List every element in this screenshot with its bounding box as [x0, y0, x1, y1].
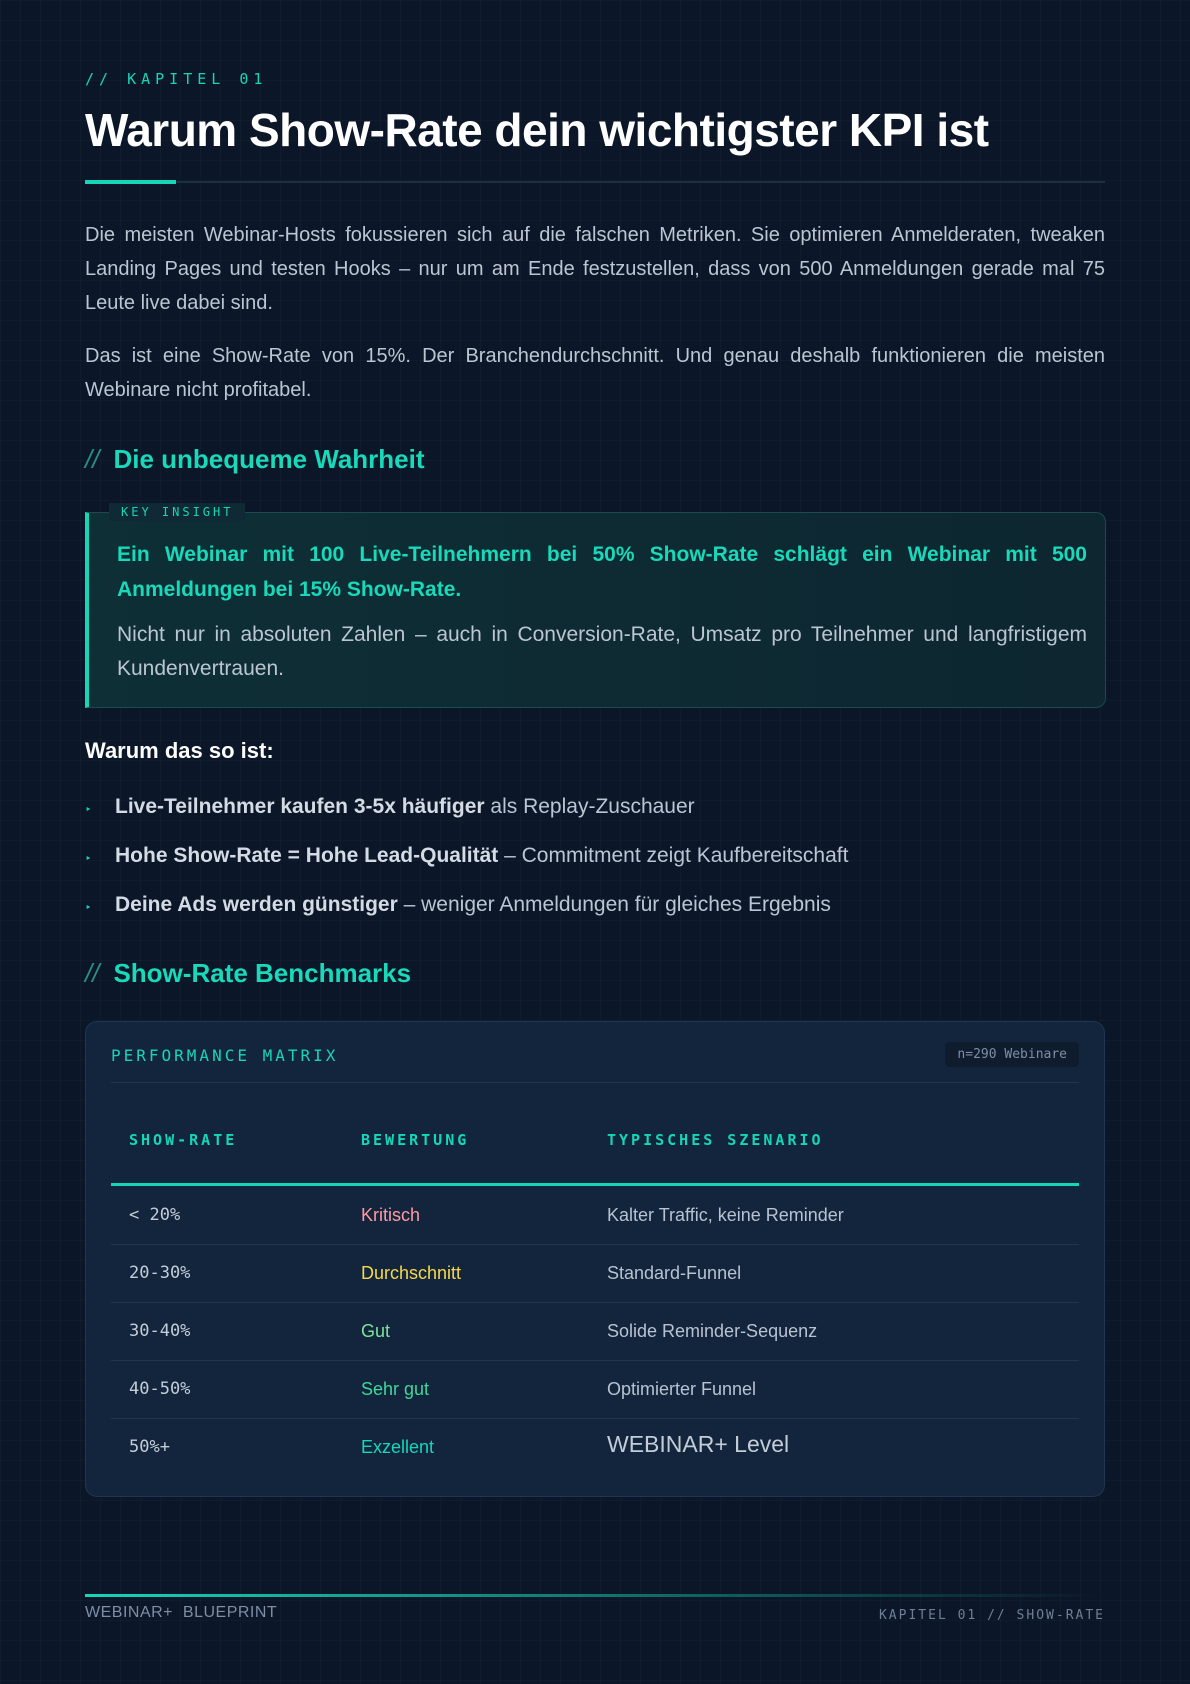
sample-size-badge: n=290 Webinare: [945, 1042, 1079, 1067]
column-header-szenario: TYPISCHES SZENARIO: [607, 1131, 824, 1149]
intro-paragraph-1: Die meisten Webinar-Hosts fokussieren sich auf die falschen Metriken. Sie optimieren Anmelderaten, tweaken Landing Pages und testen Hooks – nur um am Ende festzustellen, dass von 500 Anmeldungen gerade mal 75 Leute live dabei sind.: [85, 224, 1105, 314]
cell-scenario: WEBINAR+ Level: [607, 1431, 790, 1457]
section-heading-truth: [85, 444, 425, 475]
matrix-title: PERFORMANCE MATRIX: [111, 1046, 339, 1065]
page-title: Warum Show-Rate dein wichtigster KPI ist: [85, 104, 989, 156]
intro-paragraph-2: Das ist eine Show-Rate von 15%. Der Branchendurchschnitt. Und genau deshalb funktionieren die meisten Webinare nicht profitabel.: [85, 345, 1105, 401]
cell-rating: Exzellent: [361, 1437, 435, 1457]
key-insight-detail: Nicht nur in absoluten Zahlen – auch in Conversion-Rate, Umsatz pro Teilnehmer und langfristigem Kundenvertrauen.: [117, 623, 1087, 680]
chapter-label: // KAPITEL 01: [85, 70, 268, 88]
table-row: [111, 1418, 1079, 1476]
section-heading-benchmarks: [85, 958, 411, 989]
cell-show-rate: 50%+: [129, 1437, 170, 1457]
matrix-divider: [111, 1082, 1079, 1083]
title-divider: [85, 181, 1105, 183]
key-insight-statement: Ein Webinar mit 100 Live-Teilnehmern bei 50% Show-Rate schlägt ein Webinar mit 500 Anmeldungen bei 15% Show-Rate.: [117, 543, 1087, 601]
cell-show-rate: 40-50%: [129, 1379, 191, 1399]
key-insight-box: [85, 505, 1106, 708]
cell-rating: Kritisch: [361, 1205, 421, 1225]
cell-rating: Gut: [361, 1321, 391, 1341]
bullet-triangle-icon: ‣: [85, 804, 92, 816]
bullet-triangle-icon: ‣: [85, 853, 92, 865]
reason-bold: Deine Ads werden günstiger: [115, 893, 398, 916]
reason-rest: – weniger Anmeldungen für gleiches Ergebnis: [397, 893, 831, 916]
cell-show-rate: < 20%: [129, 1205, 181, 1225]
cell-show-rate: 30-40%: [129, 1321, 191, 1341]
bullet-triangle-icon: ‣: [85, 902, 92, 914]
reason-rest: – Commitment zeigt Kaufbereitschaft: [498, 844, 849, 867]
table-row: [111, 1244, 1079, 1303]
section-slashes: //: [85, 444, 100, 474]
section-heading-text: Die unbequeme Wahrheit: [113, 444, 425, 474]
performance-matrix-card: [85, 1021, 1105, 1497]
table-row: [111, 1186, 1079, 1245]
why-heading: Warum das so ist:: [85, 738, 274, 763]
cell-rating: Durchschnitt: [361, 1263, 462, 1283]
key-insight-tag: KEY INSIGHT: [109, 503, 245, 521]
cell-show-rate: 20-30%: [129, 1263, 191, 1283]
title-divider-accent: [85, 180, 176, 184]
footer-chapter: KAPITEL 01 // SHOW-RATE: [878, 1608, 1105, 1623]
reason-bold: Live-Teilnehmer kaufen 3-5x häufiger: [115, 795, 485, 818]
section-slashes: //: [85, 958, 100, 988]
column-header-show-rate: SHOW-RATE: [129, 1131, 238, 1149]
cell-scenario: Solide Reminder-Sequenz: [607, 1321, 818, 1341]
cell-scenario: Kalter Traffic, keine Reminder: [607, 1205, 844, 1225]
table-row: [111, 1302, 1079, 1361]
section-heading-text: Show-Rate Benchmarks: [113, 958, 412, 988]
reason-rest: als Replay-Zuschauer: [484, 795, 695, 818]
column-header-bewertung: BEWERTUNG: [361, 1131, 470, 1149]
table-row: [111, 1360, 1079, 1419]
reason-bold: Hohe Show-Rate = Hohe Lead-Qualität: [115, 844, 499, 867]
footer-rule: [85, 1594, 1105, 1597]
cell-rating: Sehr gut: [361, 1379, 430, 1399]
footer-brand: WEBINAR+ BLUEPRINT: [85, 1604, 278, 1621]
cell-scenario: Optimierter Funnel: [607, 1379, 757, 1399]
cell-scenario: Standard-Funnel: [607, 1263, 742, 1283]
